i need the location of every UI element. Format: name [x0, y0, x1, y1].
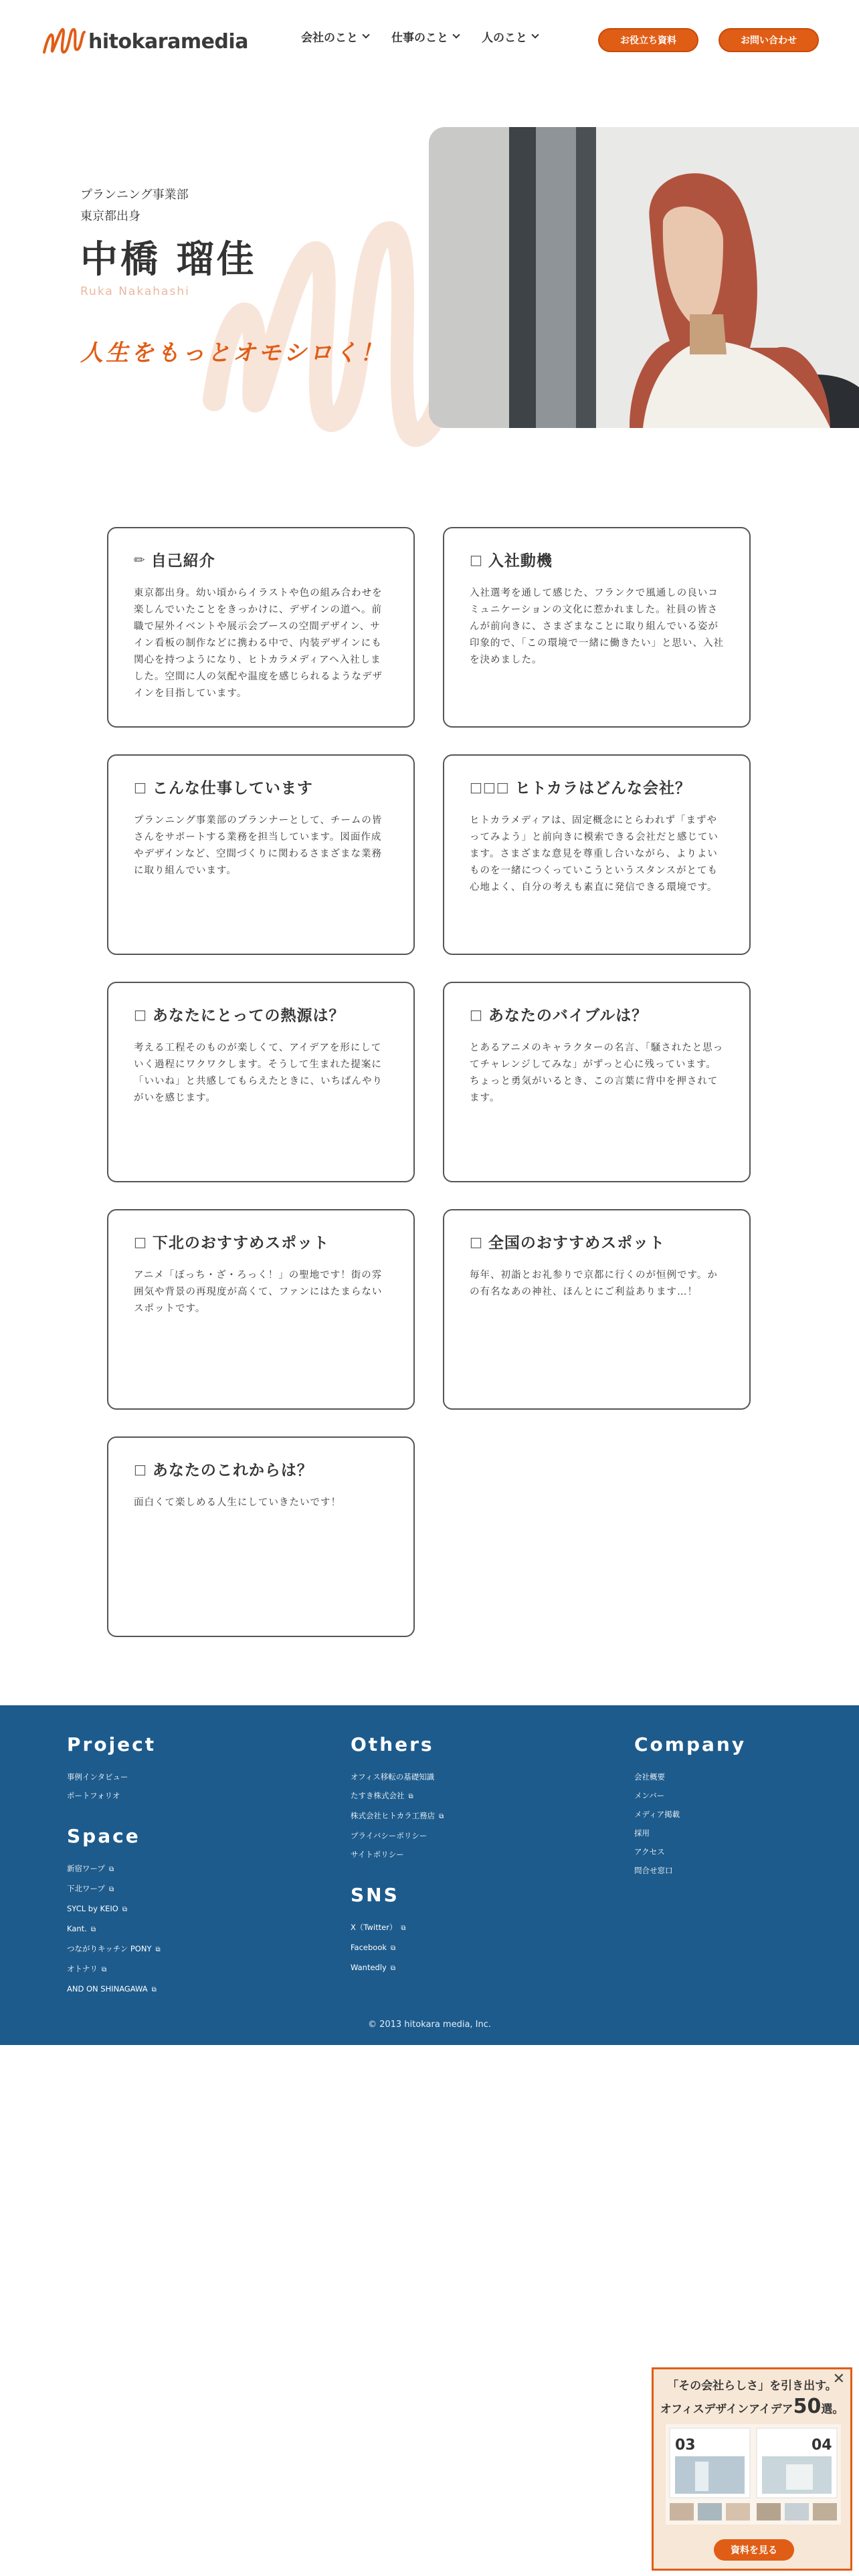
main-nav [301, 28, 561, 45]
close-icon[interactable]: ✕ [832, 2371, 845, 2387]
emoji-icon: □ [470, 1233, 483, 1250]
card-title [470, 548, 724, 570]
footer-link[interactable] [351, 1918, 444, 1938]
card-title [470, 1003, 724, 1025]
card-title [134, 1230, 388, 1253]
footer-link[interactable] [67, 1939, 161, 1959]
footer-heading-project: Project [67, 1733, 157, 1755]
footer-link[interactable] [67, 1959, 161, 1979]
footer-link-label: つながりキッチン PONY [67, 1944, 152, 1953]
footer-link-label: 株式会社ヒトカラ工務店 [351, 1811, 436, 1820]
site-footer [0, 1705, 859, 2045]
ad-page-number: 04 [812, 2437, 832, 2454]
emoji-icon: □ [134, 778, 147, 795]
external-link-icon: ⧉ [391, 1945, 396, 1952]
card-title [470, 1230, 724, 1253]
card-title [470, 776, 724, 798]
footer-col-space [67, 1825, 161, 2000]
qa-card [107, 1209, 415, 1410]
card-body: 考える工程そのものが楽しくて、アイデアを形にしていく過程にワクワクします。そうして生まれた提案に「いいね」と共感してもらえたときに、いちばんやりがいを感じます。 [134, 1043, 383, 1103]
floating-ad-banner[interactable] [652, 2367, 852, 2571]
person-name: 中橋 瑠佳 [80, 238, 257, 282]
card-title [134, 776, 388, 798]
card-title-text: こんな仕事しています [152, 780, 313, 797]
emoji-icon: □□□ [470, 778, 510, 795]
external-link-icon: ⧉ [439, 1813, 444, 1820]
footer-link-label: X（Twitter） [351, 1923, 397, 1932]
view-materials-button[interactable]: 資料を見る [714, 2539, 794, 2561]
footer-link[interactable] [351, 1938, 444, 1958]
footer-link[interactable] [67, 1859, 161, 1879]
qa-card [443, 1209, 751, 1410]
origin: 東京都出身 [80, 209, 140, 223]
footer-link-label: SYCL by KEIO [67, 1904, 118, 1913]
footer-link[interactable]: 会社概要 [634, 1772, 665, 1782]
external-link-icon: ⧉ [108, 1886, 114, 1893]
logo-swirl-icon [40, 23, 87, 60]
footer-link[interactable]: 採用 [634, 1828, 650, 1838]
department: プランニング事業部 [80, 188, 189, 202]
emoji-icon: □ [134, 1233, 147, 1250]
nav-work[interactable] [391, 28, 459, 45]
card-body: ヒトカラメディアは、固定概念にとらわれず「まずやってみよう」と前向きに模索できる会社だと感じています。さまざまな意見を尊重し合いながら、よりよいものを一緒につくっていこうというスタンスがとても心地よく、自分の考えも素直に発信できる環境です。 [470, 815, 719, 893]
external-link-icon: ⧉ [401, 1925, 406, 1932]
person-name-roman: Ruka Nakahashi [80, 285, 190, 298]
site-header [0, 0, 859, 79]
card-body: とあるアニメのキャラクターの名言、「騒されたと思ってチャレンジしてみな」がずっと心に残っています。ちょっと勇気がいるとき、この言葉に背中を押されてます。 [470, 1043, 724, 1103]
card-title-text: 下北のおすすめスポット [152, 1235, 330, 1252]
ad-brochure-image [666, 2424, 841, 2525]
emoji-icon: □ [134, 1006, 147, 1023]
footer-heading-others: Others [351, 1733, 434, 1755]
footer-heading-company: Company [634, 1733, 747, 1755]
card-body: 毎年、初詣とお礼参りで京都に行くのが恒例です。かの有名なあの神社、ほんとにご利益あります…！ [470, 1270, 718, 1297]
nav-work-label: 仕事のこと [391, 31, 448, 45]
footer-link[interactable]: メディア掲載 [634, 1810, 680, 1819]
site-logo[interactable] [40, 23, 248, 60]
footer-link[interactable]: ポートフォリオ [67, 1791, 120, 1800]
qa-card [443, 754, 751, 955]
nav-company[interactable] [301, 28, 369, 45]
footer-link[interactable] [351, 1806, 444, 1826]
card-title [134, 548, 388, 570]
ad-subheadline-text: オフィスデザインアイデア [660, 2403, 793, 2416]
qa-card [443, 982, 751, 1182]
footer-link[interactable]: 問合せ窓口 [634, 1866, 673, 1875]
pencil-icon: ✏ [134, 551, 146, 568]
logo-text: hitokaramedia [88, 29, 248, 53]
profile-hero [0, 79, 859, 494]
card-title-text: 自己紹介 [151, 552, 215, 570]
department-info [80, 185, 189, 227]
chevron-down-icon [452, 31, 460, 38]
card-title-text: あなたのバイブルは？ [488, 1007, 648, 1025]
card-title-text: 全国のおすすめスポット [488, 1235, 666, 1252]
footer-link[interactable] [351, 1786, 444, 1806]
nav-people[interactable] [482, 28, 538, 45]
footer-link-label: Wantedly [351, 1963, 387, 1972]
ad-page-number: 03 [675, 2437, 696, 2454]
emoji-icon: □ [470, 1006, 483, 1023]
card-body: 面白くて楽しめる人生にしていきたいです！ [134, 1497, 341, 1508]
footer-link[interactable]: オフィス移転の基礎知識 [351, 1772, 435, 1782]
footer-link[interactable]: 事例インタビュー [67, 1772, 128, 1782]
footer-link[interactable] [67, 1899, 161, 1919]
copyright: © 2013 hitokara media, Inc. [367, 2020, 492, 2030]
ad-headline: 「その会社らしさ」を引き出す。 [667, 2379, 837, 2393]
qa-card [107, 527, 415, 728]
external-link-icon: ⧉ [90, 1926, 96, 1933]
card-title-text: あなたにとっての熱源は？ [152, 1007, 345, 1025]
footer-link[interactable]: メンバー [634, 1791, 665, 1800]
card-title-text: あなたのこれからは？ [152, 1462, 313, 1479]
footer-link[interactable]: プライバシーポリシー [351, 1831, 427, 1840]
card-body: 東京都出身。幼い頃からイラストや色の組み合わせを楽しんでいたことをきっかけに、デザインの道へ。前職で屋外イベントや展示会ブースの空間デザイン、サイン看板の制作などに携わる中で、内装デザインにも関心を持つようになり、ヒトカラメディアへ入社しました。空間に人の気配や温度を感じられるようなデザインを目指しています。 [134, 588, 383, 699]
footer-col-project [67, 1733, 161, 2000]
chevron-down-icon [531, 31, 539, 38]
footer-link[interactable] [67, 1919, 161, 1939]
footer-heading-sns: SNS [351, 1884, 399, 1906]
external-link-icon: ⧉ [155, 1946, 161, 1953]
external-link-icon: ⧉ [390, 1965, 395, 1972]
download-materials-button[interactable]: お役立ち資料 [598, 28, 698, 52]
nav-people-label: 人のこと [482, 31, 527, 45]
emoji-icon: □ [134, 1461, 147, 1477]
catchphrase: 人生をもっとオモシロく！ [80, 340, 385, 366]
footer-col-sns [351, 1884, 444, 1978]
footer-link[interactable] [351, 1958, 444, 1978]
external-link-icon: ⧉ [151, 1986, 157, 1994]
qa-card [107, 982, 415, 1182]
card-title [134, 1458, 388, 1480]
footer-link[interactable]: アクセス [634, 1847, 665, 1856]
card-body: アニメ「ぼっち・ざ・ろっく！」の聖地です！街の雰囲気や背景の再現度が高くて、ファンにはたまらないスポットです。 [134, 1270, 383, 1314]
card-title-text: 入社動機 [488, 552, 553, 570]
card-title [134, 1003, 388, 1025]
ad-number: 50 [793, 2395, 822, 2418]
ad-subheadline-suffix: 選。 [821, 2403, 844, 2416]
footer-link-label: オトナリ [67, 1964, 98, 1973]
external-link-icon: ⧉ [108, 1866, 114, 1873]
footer-link-label: Kant. [67, 1924, 87, 1933]
card-body: 入社選考を通して感じた、フランクで風通しの良いコミュニケーションの文化に惹かれました。社員の皆さんが前向きに、さまざまなことに取り組んでいる姿が印象的で、「この環境で一緒に働きたい」と思い、入社を決めました。 [470, 588, 724, 665]
external-link-icon: ⧉ [102, 1966, 107, 1973]
qa-card [443, 527, 751, 728]
profile-photo [429, 127, 859, 428]
card-body: プランニング事業部のプランナーとして、チームの皆さんをサポートする業務を担当しています。図面作成やデザインなど、空間づくりに関わるさまざまな業務に取り組んでいます。 [134, 815, 383, 876]
external-link-icon: ⧉ [408, 1793, 413, 1800]
footer-link-label: 下北ワープ [67, 1884, 105, 1893]
ad-subheadline [654, 2395, 850, 2418]
qa-card [107, 754, 415, 955]
contact-button[interactable]: お問い合わせ [719, 28, 819, 52]
footer-heading-space: Space [67, 1825, 140, 1847]
qa-card [107, 1436, 415, 1637]
external-link-icon: ⧉ [122, 1906, 127, 1913]
card-title-text: ヒトカラはどんな会社？ [514, 780, 692, 797]
nav-company-label: 会社のこと [301, 31, 358, 45]
footer-link[interactable]: サイトポリシー [351, 1850, 404, 1859]
footer-col-company [634, 1733, 746, 1880]
footer-link[interactable] [67, 1979, 161, 2000]
footer-link-label: たすき株式会社 [351, 1791, 405, 1800]
emoji-icon: □ [470, 551, 483, 568]
footer-link[interactable] [67, 1879, 161, 1899]
footer-link-label: 新宿ワープ [67, 1864, 105, 1873]
footer-link-label: AND ON SHINAGAWA [67, 1984, 148, 1994]
footer-col-others [351, 1733, 444, 1978]
footer-link-label: Facebook [351, 1943, 387, 1952]
chevron-down-icon [362, 31, 369, 38]
